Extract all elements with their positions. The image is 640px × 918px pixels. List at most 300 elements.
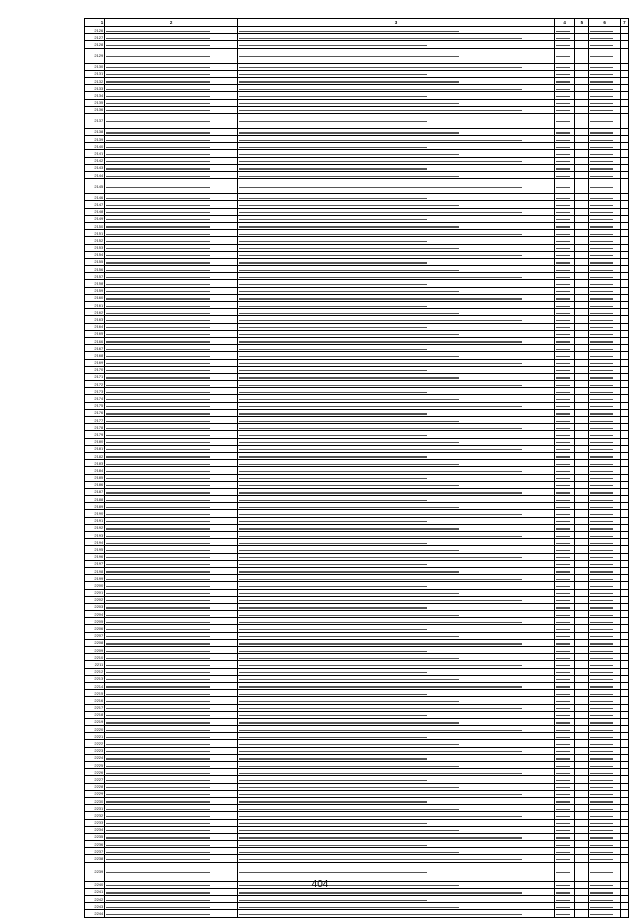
year-cell [555, 524, 575, 531]
illegible-text-line [106, 385, 210, 386]
illegible-text-line [556, 615, 570, 616]
illegible-text-line [239, 406, 522, 407]
address-cell [105, 474, 238, 481]
address-cell [105, 575, 238, 582]
illegible-text-line [556, 187, 570, 188]
illegible-text-line [106, 121, 210, 122]
address-cell [105, 48, 238, 63]
work-type-cell [237, 402, 554, 409]
table-row [85, 41, 629, 48]
row-number-cell: 2150 [85, 222, 105, 229]
col5-cell [575, 302, 589, 309]
col7-cell [620, 474, 628, 481]
illegible-text-line [590, 787, 613, 788]
illegible-text-line [590, 56, 613, 57]
illegible-text-line [106, 284, 210, 285]
illegible-text-line [106, 536, 210, 537]
table-row [85, 445, 629, 452]
address-cell [105, 395, 238, 402]
table-row [85, 431, 629, 438]
col5-cell [575, 711, 589, 718]
year-cell [555, 431, 575, 438]
illegible-text-line [239, 492, 522, 493]
year-cell [555, 373, 575, 380]
illegible-text-line [106, 892, 210, 893]
row-number-cell: 2171 [85, 373, 105, 380]
period-cell [589, 431, 620, 438]
col5-cell [575, 539, 589, 546]
illegible-text-line [590, 255, 613, 256]
illegible-text-line [106, 794, 210, 795]
col7-cell [620, 179, 628, 194]
period-cell [589, 27, 620, 34]
illegible-text-line [590, 234, 613, 235]
illegible-text-line [106, 914, 210, 915]
illegible-text-line [590, 651, 613, 652]
illegible-text-line [556, 672, 570, 673]
work-type-cell [237, 85, 554, 92]
table-row [85, 647, 629, 654]
illegible-text-line [590, 658, 613, 659]
table-row [85, 106, 629, 113]
address-cell [105, 819, 238, 826]
col7-cell [620, 826, 628, 833]
illegible-text-line [106, 205, 210, 206]
illegible-text-line [239, 187, 522, 188]
year-cell [555, 157, 575, 164]
table-row [85, 409, 629, 416]
table-row [85, 632, 629, 639]
table-row [85, 474, 629, 481]
illegible-text-line [556, 298, 570, 299]
col7-cell [620, 244, 628, 251]
col7-cell [620, 575, 628, 582]
illegible-text-line [239, 478, 427, 479]
address-cell [105, 388, 238, 395]
period-cell [589, 740, 620, 747]
illegible-text-line [556, 536, 570, 537]
year-cell [555, 208, 575, 215]
illegible-text-line [239, 110, 522, 111]
col5-cell [575, 769, 589, 776]
period-cell [589, 460, 620, 467]
illegible-text-line [106, 341, 210, 342]
col7-cell [620, 618, 628, 625]
col-header-3: 3 [237, 19, 554, 27]
illegible-text-line [239, 464, 459, 465]
illegible-text-line [556, 722, 570, 723]
work-type-cell [237, 510, 554, 517]
illegible-text-line [590, 872, 613, 873]
table-row [85, 92, 629, 99]
row-number-cell: 2242 [85, 896, 105, 903]
row-number-cell: 2132 [85, 77, 105, 84]
illegible-text-line [106, 471, 210, 472]
col7-cell [620, 524, 628, 531]
address-cell [105, 106, 238, 113]
table-row [85, 896, 629, 903]
col5-cell [575, 244, 589, 251]
year-cell [555, 258, 575, 265]
illegible-text-line [590, 514, 613, 515]
row-number-cell: 2238 [85, 855, 105, 862]
year-cell [555, 302, 575, 309]
col5-cell [575, 345, 589, 352]
row-number-cell: 2182 [85, 452, 105, 459]
illegible-text-line [239, 845, 427, 846]
illegible-text-line [239, 607, 427, 608]
work-type-cell [237, 63, 554, 70]
work-type-cell [237, 647, 554, 654]
illegible-text-line [106, 629, 210, 630]
row-number-cell: 2147 [85, 201, 105, 208]
work-type-cell [237, 424, 554, 431]
period-cell [589, 251, 620, 258]
work-type-cell [237, 438, 554, 445]
year-cell [555, 754, 575, 761]
illegible-text-line [556, 212, 570, 213]
row-number-cell: 2160 [85, 294, 105, 301]
col7-cell [620, 452, 628, 459]
col7-cell [620, 323, 628, 330]
address-cell [105, 496, 238, 503]
address-cell [105, 194, 238, 201]
col5-cell [575, 747, 589, 754]
work-type-cell [237, 754, 554, 761]
year-cell [555, 855, 575, 862]
illegible-text-line [556, 900, 570, 901]
illegible-text-line [590, 89, 613, 90]
col5-cell [575, 409, 589, 416]
col5-cell [575, 575, 589, 582]
illegible-text-line [590, 406, 613, 407]
work-type-cell [237, 503, 554, 510]
period-cell [589, 136, 620, 143]
row-number-cell: 2164 [85, 323, 105, 330]
illegible-text-line [239, 341, 522, 342]
illegible-text-line [106, 528, 210, 529]
year-cell [555, 63, 575, 70]
row-number-cell: 2152 [85, 237, 105, 244]
col7-cell [620, 733, 628, 740]
col5-cell [575, 524, 589, 531]
illegible-text-line [239, 708, 522, 709]
row-number-cell: 2186 [85, 481, 105, 488]
illegible-text-line [106, 147, 210, 148]
period-cell [589, 654, 620, 661]
period-cell [589, 244, 620, 251]
year-cell [555, 92, 575, 99]
illegible-text-line [590, 298, 613, 299]
address-cell [105, 41, 238, 48]
illegible-text-line [556, 38, 570, 39]
address-cell [105, 488, 238, 495]
year-cell [555, 251, 575, 258]
year-cell [555, 510, 575, 517]
period-cell [589, 711, 620, 718]
address-cell [105, 603, 238, 610]
year-cell [555, 409, 575, 416]
illegible-text-line [556, 528, 570, 529]
table-row [85, 99, 629, 106]
col5-cell [575, 467, 589, 474]
illegible-text-line [239, 89, 522, 90]
illegible-text-line [106, 140, 210, 141]
row-number-cell: 2191 [85, 517, 105, 524]
year-cell [555, 647, 575, 654]
col7-cell [620, 668, 628, 675]
illegible-text-line [556, 392, 570, 393]
col7-cell [620, 797, 628, 804]
illegible-text-line [106, 370, 210, 371]
year-cell [555, 790, 575, 797]
illegible-text-line [590, 327, 613, 328]
work-type-cell [237, 237, 554, 244]
illegible-text-line [239, 780, 427, 781]
illegible-text-line [106, 485, 210, 486]
illegible-text-line [239, 694, 427, 695]
illegible-text-line [239, 291, 459, 292]
year-cell [555, 273, 575, 280]
address-cell [105, 690, 238, 697]
illegible-text-line [239, 421, 459, 422]
col5-cell [575, 172, 589, 179]
col7-cell [620, 251, 628, 258]
illegible-text-line [590, 715, 613, 716]
table-row [85, 143, 629, 150]
work-type-cell [237, 668, 554, 675]
illegible-text-line [239, 96, 427, 97]
work-type-cell [237, 445, 554, 452]
illegible-text-line [106, 643, 210, 644]
col5-cell [575, 157, 589, 164]
illegible-text-line [239, 277, 522, 278]
illegible-text-line [239, 622, 522, 623]
row-number-cell: 2235 [85, 833, 105, 840]
col-header-6: 6 [589, 19, 620, 27]
address-cell [105, 424, 238, 431]
illegible-text-line [239, 140, 522, 141]
illegible-text-line [106, 67, 210, 68]
illegible-text-line [556, 694, 570, 695]
address-cell [105, 661, 238, 668]
col7-cell [620, 164, 628, 171]
period-cell [589, 294, 620, 301]
row-number-cell: 2188 [85, 496, 105, 503]
illegible-text-line [106, 722, 210, 723]
period-cell [589, 373, 620, 380]
illegible-text-line [590, 629, 613, 630]
col7-cell [620, 848, 628, 855]
row-number-cell: 2193 [85, 532, 105, 539]
illegible-text-line [106, 421, 210, 422]
period-cell [589, 682, 620, 689]
illegible-text-line [106, 780, 210, 781]
year-cell [555, 222, 575, 229]
period-cell [589, 553, 620, 560]
col5-cell [575, 280, 589, 287]
col7-cell [620, 603, 628, 610]
illegible-text-line [239, 435, 427, 436]
illegible-text-line [556, 464, 570, 465]
illegible-text-line [556, 744, 570, 745]
illegible-text-line [106, 56, 210, 57]
address-cell [105, 251, 238, 258]
illegible-text-line [556, 629, 570, 630]
row-number-cell: 2207 [85, 632, 105, 639]
col7-cell [620, 402, 628, 409]
illegible-text-line [556, 514, 570, 515]
row-number-cell: 2185 [85, 474, 105, 481]
address-cell [105, 503, 238, 510]
work-type-cell [237, 157, 554, 164]
illegible-text-line [590, 421, 613, 422]
table-row [85, 208, 629, 215]
illegible-text-line [590, 248, 613, 249]
illegible-text-line [590, 67, 613, 68]
table-row [85, 682, 629, 689]
illegible-text-line [106, 823, 210, 824]
illegible-text-line [239, 132, 459, 133]
illegible-text-line [556, 830, 570, 831]
illegible-text-line [239, 600, 522, 601]
period-cell [589, 611, 620, 618]
col7-cell [620, 237, 628, 244]
col5-cell [575, 323, 589, 330]
table-row [85, 762, 629, 769]
address-cell [105, 783, 238, 790]
col7-cell [620, 503, 628, 510]
period-cell [589, 726, 620, 733]
illegible-text-line [239, 730, 522, 731]
work-type-cell [237, 136, 554, 143]
illegible-text-line [590, 103, 613, 104]
work-type-cell [237, 99, 554, 106]
address-cell [105, 63, 238, 70]
col7-cell [620, 395, 628, 402]
period-cell [589, 783, 620, 790]
illegible-text-line [106, 306, 210, 307]
illegible-text-line [590, 914, 613, 915]
table-row [85, 330, 629, 337]
work-type-cell [237, 819, 554, 826]
address-cell [105, 481, 238, 488]
year-cell [555, 503, 575, 510]
row-number-cell: 2163 [85, 316, 105, 323]
work-type-cell [237, 273, 554, 280]
row-number-cell: 2195 [85, 546, 105, 553]
year-cell [555, 488, 575, 495]
row-number-cell: 2194 [85, 539, 105, 546]
table-row [85, 258, 629, 265]
illegible-text-line [239, 399, 459, 400]
row-number-cell: 2180 [85, 438, 105, 445]
address-cell [105, 632, 238, 639]
table-row [85, 575, 629, 582]
year-cell [555, 359, 575, 366]
period-cell [589, 113, 620, 128]
col5-cell [575, 460, 589, 467]
year-cell [555, 833, 575, 840]
illegible-text-line [556, 349, 570, 350]
table-row [85, 841, 629, 848]
illegible-text-line [106, 550, 210, 551]
col7-cell [620, 546, 628, 553]
illegible-text-line [239, 643, 522, 644]
row-number-cell: 2126 [85, 27, 105, 34]
illegible-text-line [239, 773, 522, 774]
period-cell [589, 157, 620, 164]
address-cell [105, 682, 238, 689]
year-cell [555, 697, 575, 704]
table-row [85, 510, 629, 517]
illegible-text-line [239, 679, 459, 680]
illegible-text-line [106, 651, 210, 652]
illegible-text-line [590, 370, 613, 371]
work-type-cell [237, 682, 554, 689]
row-number-cell: 2175 [85, 402, 105, 409]
illegible-text-line [590, 852, 613, 853]
row-number-cell: 2229 [85, 790, 105, 797]
illegible-text-line [106, 694, 210, 695]
period-cell [589, 215, 620, 222]
illegible-text-line [106, 226, 210, 227]
illegible-text-line [556, 751, 570, 752]
col7-cell [620, 460, 628, 467]
illegible-text-line [106, 168, 210, 169]
row-number-cell: 2170 [85, 366, 105, 373]
year-cell [555, 896, 575, 903]
address-cell [105, 222, 238, 229]
row-number-cell: 2187 [85, 488, 105, 495]
illegible-text-line [590, 507, 613, 508]
col5-cell [575, 819, 589, 826]
illegible-text-line [556, 809, 570, 810]
row-number-cell: 2215 [85, 690, 105, 697]
address-cell [105, 445, 238, 452]
work-type-cell [237, 417, 554, 424]
col7-cell [620, 280, 628, 287]
col5-cell [575, 424, 589, 431]
table-row [85, 48, 629, 63]
illegible-text-line [106, 564, 210, 565]
year-cell [555, 762, 575, 769]
col7-cell [620, 481, 628, 488]
period-cell [589, 596, 620, 603]
table-row [85, 63, 629, 70]
address-cell [105, 27, 238, 34]
year-cell [555, 402, 575, 409]
work-type-cell [237, 704, 554, 711]
illegible-text-line [590, 168, 613, 169]
period-cell [589, 855, 620, 862]
illegible-text-line [556, 313, 570, 314]
table-row [85, 783, 629, 790]
illegible-text-line [239, 262, 427, 263]
work-type-cell [237, 258, 554, 265]
table-row [85, 27, 629, 34]
period-cell [589, 762, 620, 769]
work-type-cell [237, 48, 554, 63]
col7-cell [620, 345, 628, 352]
illegible-text-line [239, 543, 427, 544]
work-type-cell [237, 266, 554, 273]
address-cell [105, 323, 238, 330]
year-cell [555, 395, 575, 402]
col5-cell [575, 910, 589, 917]
illegible-text-line [556, 320, 570, 321]
col7-cell [620, 222, 628, 229]
